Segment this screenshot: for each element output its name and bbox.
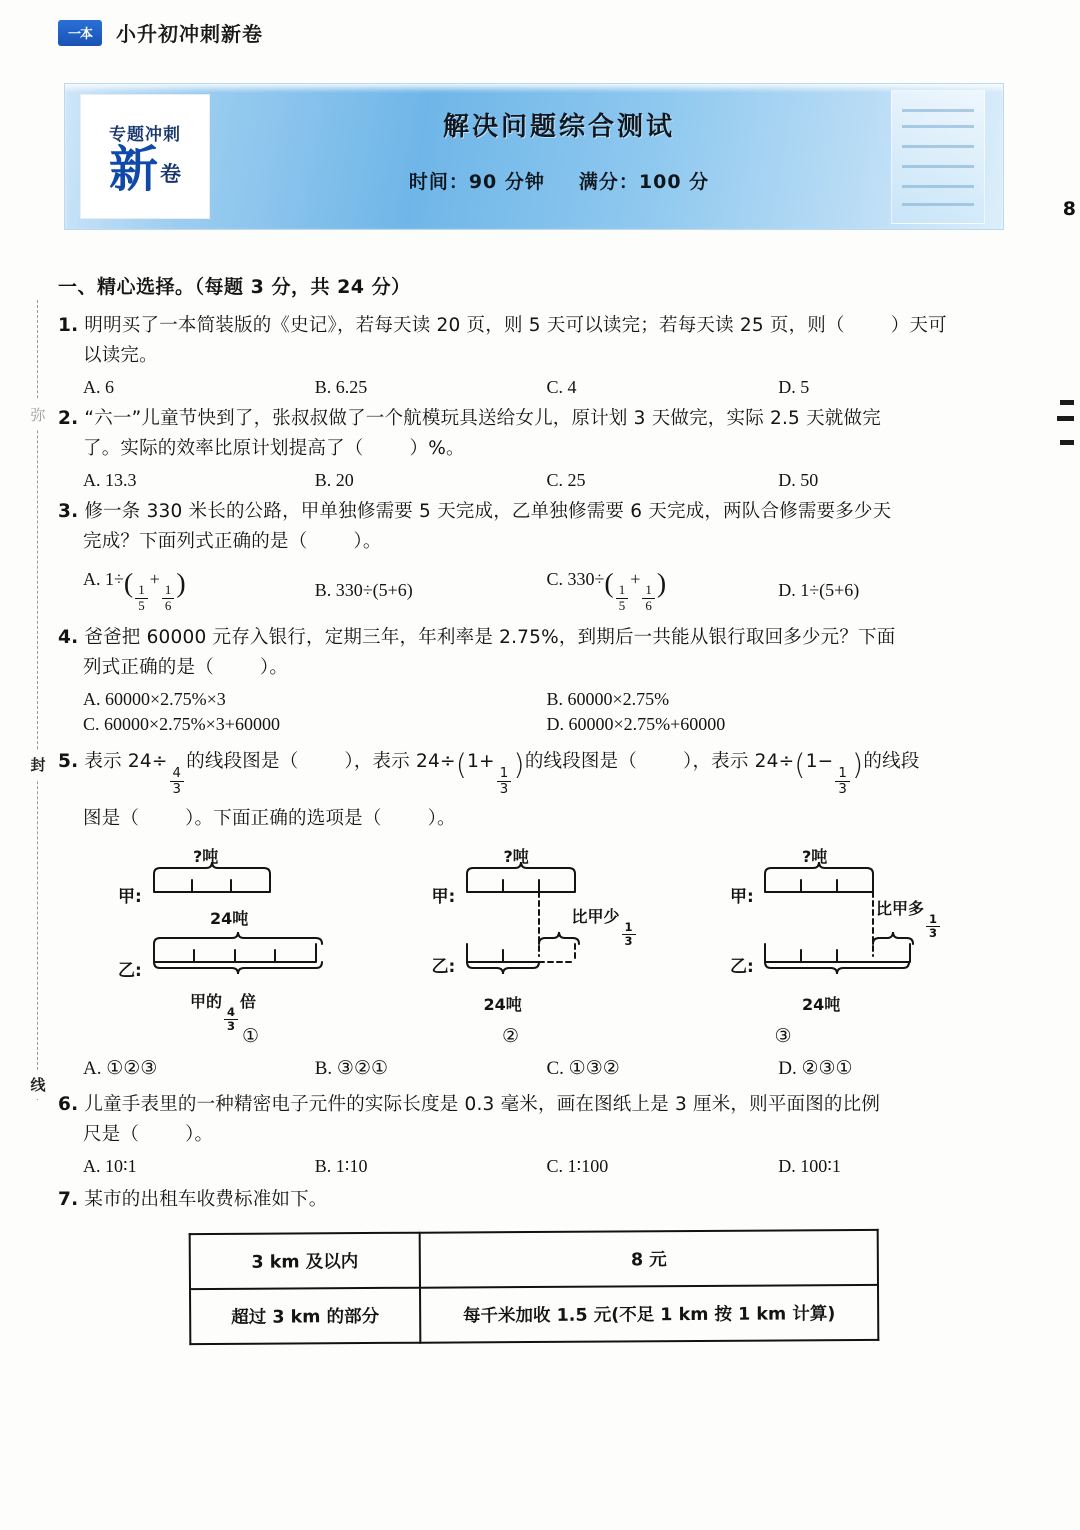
question-6-option-b[interactable]: B. 1∶10	[314, 1156, 368, 1177]
question-3-option-d[interactable]	[778, 580, 1010, 601]
question-3-line2: 完成？下面列式正确的是（	[83, 530, 308, 552]
q3-a-f1d: 5	[135, 598, 147, 613]
question-1-option-d[interactable]: D. 5	[778, 376, 810, 397]
question-2-option-b[interactable]: B. 20	[314, 469, 354, 490]
diagram-1-bottom-post: 倍	[240, 992, 257, 1012]
banner-subtitle	[255, 167, 863, 194]
fare-row2-label: 超过 3 km 的部分	[190, 1288, 420, 1344]
diagram-1-row1-label: 甲:	[118, 887, 142, 908]
diagram-2-row2-label: 乙:	[431, 957, 456, 978]
diagram-3-svg	[730, 844, 980, 1019]
q5-fb-d: 3	[497, 781, 512, 796]
section-heading: 一、精心选择。（每题 3 分，共 24 分）	[58, 276, 411, 298]
question-4-option-b[interactable]: B. 60000×2.75%	[546, 689, 670, 710]
brand-bar	[58, 18, 263, 47]
banner-center	[255, 106, 863, 194]
question-3-number: 3.	[58, 500, 79, 522]
question-3-text	[58, 497, 1010, 527]
fare-row1-value: 8 元	[420, 1230, 878, 1288]
diagram-1-frac-n: 4	[227, 1004, 236, 1019]
q3-d-label: D.	[778, 580, 796, 601]
diagram-2	[432, 844, 682, 1019]
question-5-option-a[interactable]: A. ①②③	[83, 1058, 158, 1080]
question-3-option-c[interactable]: C. 330÷( $\frac{1}{5}$ + $\frac{1}{6}$ )	[546, 567, 667, 614]
q5-p4: 1+	[467, 751, 495, 773]
seal-badge-top-text: 专题冲刺	[109, 124, 181, 145]
q5-fc-d: 3	[835, 781, 850, 796]
q3-c-f1n: 1	[618, 582, 626, 598]
diagram-2-frac-n: 1	[624, 919, 633, 934]
question-6-line1: 儿童手表里的一种精密电子元件的实际长度是 0.3 毫米，画在图纸上是 3 厘米，则平面图的比例	[84, 1094, 881, 1116]
question-3-line1: 修一条 330 米长的公路，甲单独修需要 5 天完成，乙单独修需要 6 天完成，两队合修需要多少天	[84, 500, 892, 522]
question-6-option-d[interactable]: D. 100∶1	[778, 1156, 841, 1177]
question-2	[58, 404, 1010, 491]
q3-a-op: +	[149, 568, 160, 589]
question-2-options	[58, 470, 1010, 491]
page-title: 解决问题综合测试	[442, 112, 675, 142]
question-7	[58, 1185, 1010, 1343]
question-6-line2-tail: ）。	[185, 1124, 214, 1146]
fare-row2-value: 每千米加收 1.5 元(不足 1 km 按 1 km 计算)	[420, 1285, 878, 1343]
edge-mark-3	[1060, 440, 1074, 445]
question-4-text	[58, 623, 1010, 653]
question-7-text	[58, 1185, 1010, 1215]
question-1-line1: 明明买了一本简装版的《史记》，若每天读 20 页，则 5 天可以读完；若每天读 25 页，则（	[84, 315, 845, 336]
seal-char-3: 线	[27, 1070, 49, 1099]
question-4-option-a[interactable]: A. 60000×2.75%×3	[83, 689, 226, 710]
question-1-options	[58, 377, 1010, 398]
seal-char-2: 封	[27, 750, 49, 779]
question-3	[58, 497, 1010, 613]
diagram-3	[730, 844, 980, 1019]
diagram-index-1: ①	[241, 1025, 260, 1048]
page-number: 8	[1062, 198, 1076, 220]
q3-c-f1d: 5	[616, 598, 628, 613]
q5-p3: ），表示 24÷	[344, 751, 456, 773]
question-6-option-c[interactable]: C. 1∶100	[546, 1156, 609, 1177]
question-4-line2-tail: ）。	[259, 657, 289, 679]
question-1-option-b[interactable]: B. 6.25	[314, 376, 368, 397]
question-4-options-row1	[58, 689, 1010, 710]
question-2-line2-tail: ）%。	[409, 437, 465, 459]
question-5-line2	[58, 804, 1010, 834]
seal-char-1: 弥	[27, 400, 49, 429]
diagram-3-bottom-label: 24吨	[802, 995, 841, 1015]
question-7-number: 7.	[58, 1189, 79, 1211]
diagram-2-bottom-label: 24吨	[483, 995, 522, 1015]
q5-fc-n: 1	[838, 765, 848, 781]
diagram-index-3: ③	[774, 1025, 792, 1048]
question-3-option-a[interactable]: A. 1÷( $\frac{1}{5}$ + $\frac{1}{6}$ )	[83, 567, 186, 614]
diagram-3-frac-n: 1	[929, 911, 938, 926]
diagram-1-svg	[118, 844, 383, 1019]
question-1-text	[58, 311, 1010, 341]
question-5-option-d[interactable]: D. ②③①	[778, 1058, 853, 1080]
question-6-line2: 尺是（	[83, 1124, 140, 1146]
diagram-3-top-label: ?吨	[802, 847, 828, 867]
question-2-line2: 了。实际的效率比原计划提高了（	[83, 437, 364, 459]
q5-p7: 1−	[805, 751, 834, 773]
seal-badge-big-char: 新	[108, 140, 158, 198]
question-3-option-b[interactable]	[315, 580, 547, 601]
question-1-option-a[interactable]: A. 6	[83, 376, 114, 397]
question-1-line2: 以读完。	[83, 344, 158, 366]
book-logo-icon: 一本	[58, 20, 102, 46]
diagram-1-bottom-pre: 甲的	[190, 992, 223, 1012]
question-6-text	[58, 1090, 1010, 1120]
q3-c-f2d: 6	[642, 598, 654, 613]
diagram-2-side-pre: 比甲少	[571, 907, 620, 927]
question-4-line1: 爸爸把 60000 元存入银行，定期三年，年利率是 2.75%，到期后一共能从银行取回多少元？下面	[84, 627, 896, 649]
question-5-option-c[interactable]: C. ①③②	[546, 1058, 620, 1080]
banner-decoration-icon	[891, 90, 985, 224]
q3-a-f1n: 1	[138, 582, 145, 598]
q3-d-plain: 1÷(5+6)	[800, 580, 860, 601]
question-1-number: 1.	[58, 315, 79, 336]
diagram-2-row1-label: 甲:	[431, 887, 456, 908]
question-5-option-b[interactable]: B. ③②①	[314, 1058, 389, 1080]
exam-duration: 时间：90 分钟	[408, 171, 545, 193]
q3-b-plain: 330÷(5+6)	[335, 580, 413, 601]
question-5-number: 5.	[58, 751, 79, 773]
q5-l2c: ）。	[427, 808, 456, 830]
question-4-options-row2	[58, 714, 1010, 735]
question-2-line2-wrap	[58, 434, 1010, 464]
question-6	[58, 1090, 1010, 1177]
q5-fa-d: 3	[170, 781, 185, 796]
diagram-2-svg	[432, 844, 682, 1019]
question-5-diagrams	[58, 834, 1010, 1034]
question-4	[58, 623, 1010, 735]
seal-badge-small-char: 卷	[160, 162, 181, 187]
diagram-3-side-pre: 比甲多	[876, 899, 925, 919]
question-4-number: 4.	[58, 627, 79, 649]
q5-l2b: ）。下面正确的选项是（	[185, 808, 382, 830]
question-2-option-a[interactable]: A. 13.3	[83, 469, 137, 490]
taxi-fare-table	[189, 1229, 880, 1345]
q5-fa-n: 4	[172, 765, 182, 781]
question-3-line2-tail: ）。	[353, 530, 382, 552]
question-1-option-c[interactable]: C. 4	[546, 376, 577, 397]
question-3-options	[58, 569, 1010, 613]
q3-c-pre: 330÷	[567, 568, 605, 589]
question-2-line1: “六一”儿童节快到了，张叔叔做了一个航模玩具送给女儿，原计划 3 天做完，实际 2.5 天就做完	[84, 407, 881, 429]
question-6-number: 6.	[58, 1094, 79, 1116]
q5-p6: ），表示 24÷	[683, 751, 795, 773]
q3-a-f2d: 6	[162, 598, 174, 613]
q3-c-f2n: 1	[645, 582, 652, 598]
table-row	[190, 1230, 878, 1289]
diagram-1-frac-d: 3	[224, 1019, 238, 1033]
q5-p1: 表示 24÷	[84, 751, 168, 773]
diagram-2-top-label: ?吨	[503, 847, 529, 867]
question-6-line2-wrap	[58, 1120, 1010, 1150]
q3-a-f2n: 1	[164, 582, 172, 598]
question-3-line2-wrap	[58, 527, 1010, 557]
diagram-3-row1-label: 甲:	[730, 887, 754, 908]
q5-fb-n: 1	[499, 765, 509, 781]
q3-c-label: C.	[546, 568, 564, 589]
q5-p2: 的线段图是（	[186, 751, 299, 773]
question-7-line1: 某市的出租车收费标准如下。	[84, 1189, 328, 1211]
question-4-line2-wrap	[58, 653, 1010, 683]
table-row	[190, 1285, 878, 1344]
diagram-3-frac-d: 3	[926, 926, 940, 940]
diagram-1-row2-label: 乙:	[118, 961, 142, 982]
exam-total-score: 满分：100 分	[578, 171, 710, 193]
diagram-1-mid-label: 24吨	[210, 909, 249, 929]
fare-row1-label: 3 km 及以内	[190, 1233, 420, 1289]
q3-c-op: +	[630, 568, 641, 589]
diagram-index-2: ②	[501, 1025, 520, 1048]
question-2-option-c[interactable]: C. 25	[546, 469, 586, 490]
q5-p5: 的线段图是（	[524, 751, 638, 773]
edge-mark-1	[1060, 400, 1074, 405]
question-2-option-d[interactable]: D. 50	[778, 469, 819, 490]
question-4-option-c[interactable]: C. 60000×2.75%×3+60000	[83, 714, 280, 735]
q5-p8: 的线段	[863, 751, 920, 773]
question-4-line2: 列式正确的是（	[83, 657, 214, 679]
seal-badge	[81, 95, 209, 218]
question-6-option-a[interactable]: A. 10∶1	[83, 1156, 137, 1177]
q3-a-label: A.	[83, 568, 101, 589]
question-2-number: 2.	[58, 407, 79, 429]
question-2-text	[58, 404, 1010, 434]
question-1	[58, 311, 1010, 398]
seal-margin-line	[27, 300, 49, 1100]
question-5-options	[58, 1057, 1010, 1080]
question-5	[58, 747, 1010, 1080]
brand-name: 小升初冲刺新卷	[116, 22, 263, 46]
question-4-option-d[interactable]: D. 60000×2.75%+60000	[546, 714, 726, 735]
q3-a-pre: 1÷	[105, 568, 124, 589]
exam-content	[58, 272, 1010, 1349]
diagram-3-row2-label: 乙:	[730, 957, 754, 978]
edge-mark-2	[1057, 416, 1074, 421]
question-1-line1-tail: ）天可	[890, 315, 947, 336]
diagram-2-frac-d: 3	[622, 934, 636, 948]
q3-b-label: B.	[314, 580, 332, 601]
question-5-text: 5. 表示 24÷ $\frac{4}{3}$ 的线段图是（ ），表示 24÷(1+ $\frac{1}{3}$ )的线段图是（ ），表示 24÷(1− $\frac{1}{3}$ )的线段	[58, 747, 920, 797]
diagram-1-top-label: ?吨	[193, 847, 219, 867]
question-6-options	[58, 1156, 1010, 1177]
title-banner	[64, 83, 1004, 230]
diagram-1	[118, 844, 383, 1034]
q5-l2a: 图是（	[83, 808, 140, 830]
